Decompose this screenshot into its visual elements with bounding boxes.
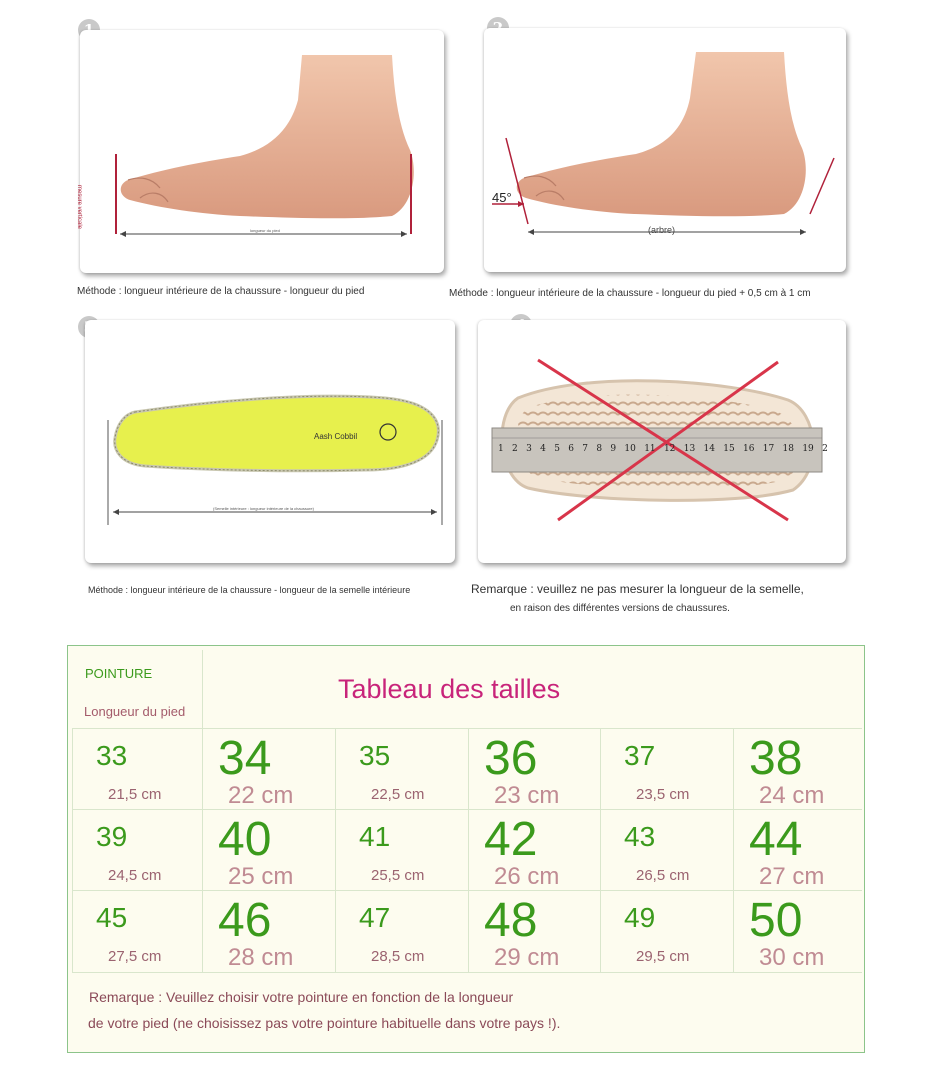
size-eu-value: 46 [218,894,272,947]
size-foot-length: 23,5 cm [636,786,690,803]
ruler-label: (arbre) [648,225,676,235]
size-foot-length: 27 cm [759,863,825,890]
size-eu-value: 45 [96,902,128,933]
ruler-number: 11 [644,444,656,454]
size-foot-length: 30 cm [759,944,825,971]
size-eu-value: 50 [749,894,803,947]
size-foot-length: 29 cm [494,944,560,971]
size-eu-value: 35 [359,740,391,771]
insole-brand-label: Aash Cobbil [314,432,358,441]
ruler-number: 13 [683,444,696,454]
ruler-number: 16 [743,444,755,454]
insole-measure-panel-3 [85,320,455,563]
header-size-label: POINTURE [85,666,153,681]
ruler-number: 7 [582,444,589,454]
ruler-numbers [498,444,828,454]
sole-remark-line2: en raison des différentes versions de chaussures. [510,603,730,614]
sole-remark-line1: Remarque : veuillez ne pas mesurer la longueur de la semelle, [471,582,804,596]
size-foot-length: 26,5 cm [636,867,690,884]
step-caption-1: Méthode : longueur intérieure de la chaussure - longueur du pied [77,286,365,297]
size-eu-value: 40 [218,813,272,866]
ruler-number: 2 [512,444,518,454]
ruler-number: 5 [554,444,560,454]
table-note-line2: de votre pied (ne choisissez pas votre pointure habituelle dans votre pays !). [88,1015,561,1031]
ruler-number: 18 [782,444,794,454]
insole-illustration [85,320,455,563]
size-foot-length: 25,5 cm [371,867,425,884]
size-eu-value: 41 [359,821,391,852]
size-eu-value: 39 [96,821,128,852]
sole-warning-panel-4 [478,320,846,563]
header-length-label: Longueur du pied [84,704,186,719]
ruler-number: 19 [802,444,814,454]
ruler-number: 1 [498,444,504,454]
ruler-number: 9 [610,444,617,454]
ruler-label: longueur du pied [250,228,280,233]
table-note-line1: Remarque : Veuillez choisir votre pointure en fonction de la longueur [89,989,514,1005]
size-eu-value: 43 [624,821,656,852]
table-title: Tableau des tailles [338,674,561,704]
ruler-number: 3 [526,444,532,454]
angle-label: 45° [492,190,512,205]
size-eu-value: 44 [749,813,803,866]
size-eu-value: 42 [484,813,538,866]
size-foot-length: 22 cm [228,782,294,809]
size-table [67,645,865,1053]
ruler-number: 15 [723,444,735,454]
size-eu-value: 36 [484,732,538,785]
size-eu-value: 48 [484,894,538,947]
step-caption-3: Méthode : longueur intérieure de la chaussure - longueur de la semelle intérieure [88,585,411,595]
foot-illustration-1 [80,30,444,273]
ruler-number: 2 [822,444,828,454]
size-foot-length: 27,5 cm [108,948,162,965]
size-foot-length: 24,5 cm [108,867,162,884]
foot-illustration-2 [484,28,846,272]
size-eu-value: 49 [624,902,656,933]
size-foot-length: 29,5 cm [636,948,690,965]
size-eu-value: 33 [96,740,128,771]
foot-measure-panel-2 [484,28,846,272]
ruler-number: 12 [663,444,676,454]
size-eu-value: 47 [359,902,391,933]
size-foot-length: 22,5 cm [371,786,425,803]
sole-ruler-illustration [478,320,846,563]
size-foot-length: 21,5 cm [108,786,162,803]
size-foot-length: 28 cm [228,944,294,971]
size-foot-length: 23 cm [494,782,560,809]
size-foot-length: 28,5 cm [371,948,425,965]
ruler-number: 6 [568,444,574,454]
side-label: mesure verticale [76,185,82,230]
size-eu-value: 34 [218,732,272,785]
size-eu-value: 37 [624,740,656,771]
size-eu-value: 38 [749,732,803,785]
size-foot-length: 25 cm [228,863,294,890]
ruler-number: 10 [624,444,636,454]
step-caption-2: Méthode : longueur intérieure de la chaussure - longueur du pied + 0,5 cm à 1 cm [449,288,811,299]
ruler-number: 14 [703,444,715,454]
size-foot-length: 26 cm [494,863,560,890]
foot-measure-panel-1 [76,30,444,273]
ruler-label: (Semelle intérieure : longueur intérieure de la chaussure) [213,506,314,511]
ruler-number: 4 [540,444,546,454]
ruler-number: 8 [596,444,603,454]
size-foot-length: 24 cm [759,782,825,809]
ruler-number: 17 [762,444,775,454]
